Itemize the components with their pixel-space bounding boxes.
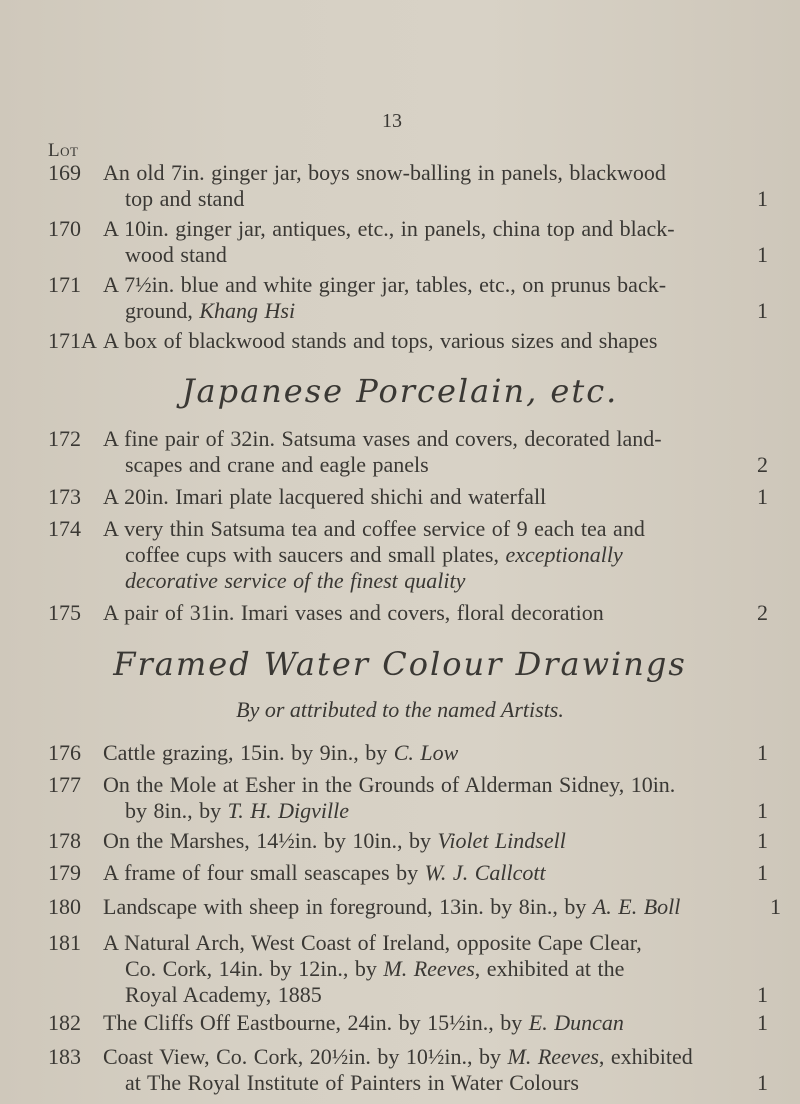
lot-number: 182 — [48, 1010, 81, 1035]
lot-description: A frame of four small seascapes by W. J. Callcott — [103, 860, 546, 885]
lot-number: 183 — [48, 1044, 81, 1069]
lot-quantity: 1 — [757, 186, 768, 211]
lot-description: A very thin Satsuma tea and coffee service of 9 each tea and coffee cups with saucers and small plates, exceptionally decorative service of the finest quality — [103, 516, 645, 593]
lot-number: 181 — [48, 930, 81, 955]
lot-number: 170 — [48, 216, 81, 241]
lot-number: 172 — [48, 426, 81, 451]
lot-number: 179 — [48, 860, 81, 885]
lot-number: 175 — [48, 600, 81, 625]
section-heading-porcelain: Japanese Porcelain, etc. — [181, 372, 619, 410]
lot-number: 178 — [48, 828, 81, 853]
lot-quantity: 1 — [757, 860, 768, 885]
lot-quantity: 2 — [757, 452, 768, 477]
lot-quantity: 1 — [757, 298, 768, 323]
lot-number: 177 — [48, 772, 81, 797]
lot-description: The Cliffs Off Eastbourne, 24in. by 15½in., by E. Duncan — [103, 1010, 624, 1035]
lot-quantity: 1 — [757, 828, 768, 853]
lot-description: A fine pair of 32in. Satsuma vases and covers, decorated land- scapes and crane and eagle panels — [103, 426, 662, 477]
lot-number: 176 — [48, 740, 81, 765]
lot-description: A pair of 31in. Imari vases and covers, floral decoration — [103, 600, 604, 625]
lot-quantity: 1 — [757, 798, 768, 823]
lot-description: On the Marshes, 14½in. by 10in., by Violet Lindsell — [103, 828, 566, 853]
lot-description: Landscape with sheep in foreground, 13in. by 8in., by A. E. Boll — [103, 894, 681, 919]
lot-quantity: 1 — [770, 894, 781, 919]
lot-quantity: 1 — [757, 982, 768, 1007]
lot-description: A Natural Arch, West Coast of Ireland, opposite Cape Clear, Co. Cork, 14in. by 12in., by M. Reeves, exhibited at the Royal Academy, 1885 — [103, 930, 642, 1007]
lot-description: A 7½in. blue and white ginger jar, tables, etc., on prunus back- ground, Khang Hsi — [103, 272, 667, 323]
lot-quantity: 1 — [757, 242, 768, 267]
lot-quantity: 1 — [757, 1010, 768, 1035]
lot-quantity: 1 — [757, 484, 768, 509]
lot-number: 174 — [48, 516, 81, 541]
lot-number: 169 — [48, 160, 81, 185]
lot-description: A 20in. Imari plate lacquered shichi and waterfall — [103, 484, 547, 509]
lot-description: A box of blackwood stands and tops, various sizes and shapes — [103, 328, 658, 353]
lot-description: A 10in. ginger jar, antiques, etc., in panels, china top and black- wood stand — [103, 216, 675, 267]
lot-number: 171A — [48, 328, 97, 353]
page-number: 13 — [382, 110, 402, 132]
section-heading-drawings: Framed Water Colour Drawings — [113, 645, 687, 683]
section-subheading: By or attributed to the named Artists. — [236, 697, 564, 722]
lot-number: 180 — [48, 894, 81, 919]
lot-description: Cattle grazing, 15in. by 9in., by C. Low — [103, 740, 459, 765]
lot-description: On the Mole at Esher in the Grounds of Alderman Sidney, 10in. by 8in., by T. H. Digville — [103, 772, 676, 823]
lot-description: Coast View, Co. Cork, 20½in. by 10½in., by M. Reeves, exhibited at The Royal Institute of Painters in Water Colours — [103, 1044, 693, 1095]
lot-column-header: Lot — [48, 140, 79, 161]
lot-number: 171 — [48, 272, 81, 297]
lot-number: 173 — [48, 484, 81, 509]
lot-quantity: 2 — [757, 600, 768, 625]
lot-quantity: 1 — [757, 1070, 768, 1095]
lot-quantity: 1 — [757, 740, 768, 765]
lot-description: An old 7in. ginger jar, boys snow-balling in panels, blackwood top and stand — [103, 160, 666, 211]
